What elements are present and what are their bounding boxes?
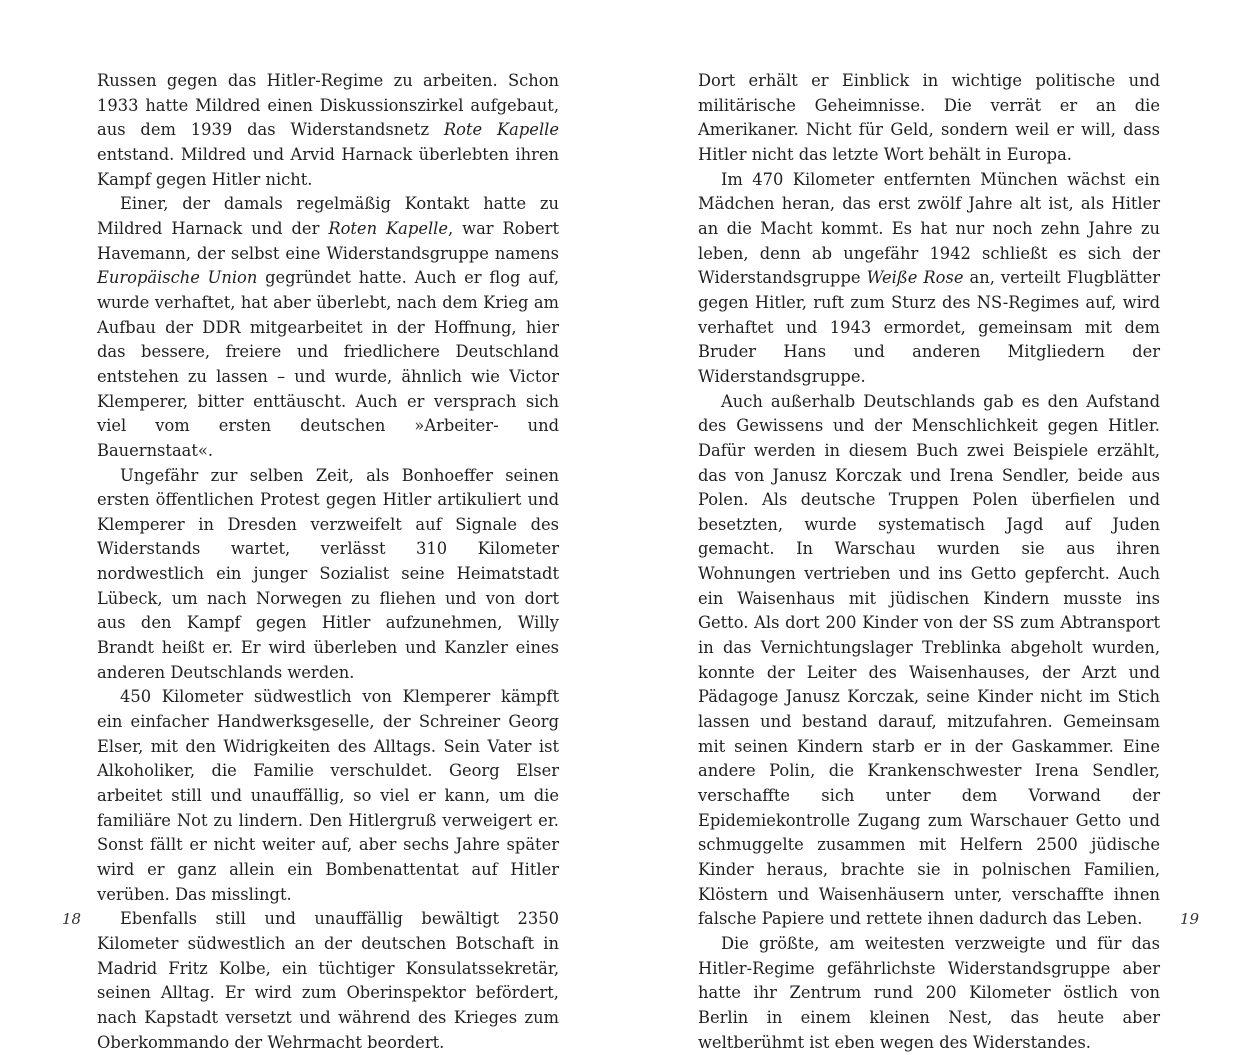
text-run: Ungefähr zur selben Zeit, als Bonhoeffer seinen ersten öffentlichen Protest gegen Hitler artikuliert und Klemperer in Dresden verzweifelt auf Signale des Widerstands wartet, verlässt 310 Kilometer nordwestlich ein junger Sozialist seine Heimatstadt Lübeck, um nach Norwegen zu fliehen und von dort aus den Kampf gegen Hitler aufzunehmen, Willy Brandt heißt er. Er wird überleben und Kanzler eines anderen Deutschlands werden. bbox=[97, 465, 559, 682]
right-paragraph-4 bbox=[698, 932, 1160, 1055]
left-paragraph-1 bbox=[97, 69, 559, 192]
text-run: Einer, der damals regelmäßig Kontakt hatte zu Mildred Harnack und der bbox=[97, 194, 559, 238]
text-run-italic: Rote Kapelle bbox=[443, 120, 559, 140]
text-run: 450 Kilometer südwestlich von Klemperer kämpft ein einfacher Handwerksgeselle, der Schreiner Georg Elser, mit den Widrigkeiten des Alltags. Sein Vater ist Alkoholiker, die Familie verschuldet. Georg Elser arbeitet still und unauffällig, so viel er kann, um die familiäre Not zu lindern. Den Hitlergruß verweigert er. Sonst fällt er nicht weiter auf, aber sechs Jahre später wird er ganz allein ein Bombenattentat auf Hitler verüben. Das misslingt. bbox=[97, 687, 559, 904]
text-run-italic: Weiße Rose bbox=[866, 268, 964, 288]
text-run: Dort erhält er Einblick in wichtige politische und militärische Geheimnisse. Die verrät er an die Amerikaner. Nicht für Geld, sondern weil er will, dass Hitler nicht das letzte Wort behält in Europa. bbox=[698, 71, 1160, 164]
text-run: Russen gegen das Hitler-Regime zu arbeiten. Schon 1933 hatte Mildred einen Diskussionszirkel aufgebaut, aus dem 1939 das Widerstandsnetz bbox=[97, 71, 559, 140]
text-run: Die größte, am weitesten verzweigte und für das Hitler-Regime gefährlichste Widerstandsgruppe aber hatte ihr Zentrum rund 200 Kilometer östlich von Berlin in einem kleinen Nest, das heute aber weltberühmt ist eben wegen des Widerstandes. bbox=[698, 933, 1160, 1052]
text-run: , war Robert Havemann, der selbst eine Widerstandsgruppe namens bbox=[97, 218, 559, 263]
text-run: gegründet hatte. Auch er flog auf, wurde verhaftet, hat aber überlebt, nach dem Krieg am Aufbau der DDR mitgearbeitet in der Hoffnung, hier das bessere, freiere und friedlichere Deutschland entstehen zu lassen – und wurde, ähnlich wie Victor Klemperer, bitter enttäuscht. Auch er versprach sich viel vom ersten deutschen »Arbeiter- und Bauernstaat«. bbox=[97, 268, 560, 460]
left-paragraph-2 bbox=[97, 192, 559, 463]
right-paragraph-3 bbox=[698, 390, 1160, 932]
left-paragraph-5 bbox=[97, 907, 559, 1055]
text-run: Im 470 Kilometer entfernten München wächst ein Mädchen heran, das erst zwölf Jahre alt ist, als Hitler an die Macht kommt. Es hat nur noch zehn Jahre zu leben, denn ab ungefähr 1942 schließt es sich der Widerstandsgruppe bbox=[698, 169, 1160, 288]
text-run-italic: Europäische Union bbox=[97, 268, 258, 288]
left-paragraph-3 bbox=[97, 464, 559, 686]
text-run: an, verteilt Flugblätter gegen Hitler, ruft zum Sturz des NS-Regimes auf, wird verhaftet und 1943 ermordet, gemeinsam mit dem Bruder Hans und anderen Mitgliedern der Widerstandsgruppe. bbox=[698, 268, 1160, 386]
text-run-italic: Roten Kapelle bbox=[328, 218, 448, 238]
right-paragraph-1 bbox=[698, 69, 1160, 168]
text-run: entstand. Mildred und Arvid Harnack überlebten ihren Kampf gegen Hitler nicht. bbox=[97, 144, 559, 189]
right-page-number: 19 bbox=[1180, 910, 1200, 928]
text-run: Ebenfalls still und unauffällig bewältigt 2350 Kilometer südwestlich an der deutschen Botschaft in Madrid Fritz Kolbe, ein tüchtiger Konsulatssekretär, seinen Alltag. Er wird zum Oberinspektor befördert, nach Kapstadt versetzt und während des Krieges zum Oberkommando der Wehrmacht beordert. bbox=[97, 909, 559, 1052]
text-run: Auch außerhalb Deutschlands gab es den Aufstand des Gewissens und der Menschlichkeit gegen Hitler. Dafür werden in diesem Buch zwei Beispiele erzählt, das von Janusz Korczak und Irena Sendler, beide aus Polen. Als deutsche Truppen Polen überfielen und besetzten, wurde systematisch Jagd auf Juden gemacht. In Warschau wurden sie aus ihren Wohnungen vertrieben und ins Getto gepfercht. Auch ein Waisenhaus mit jüdischen Kindern musste ins Getto. Als dort 200 Kinder von der SS zum Abtransport in das Vernichtungslager Treblinka abgeholt wurden, konnte der Leiter des Waisenhauses, der Arzt und Pädagoge Janusz Korczak, seine Kinder nicht im Stich lassen und bestand darauf, mitzufahren. Gemeinsam mit seinen Kindern starb er in der Gaskammer. Eine andere Polin, die Krankenschwester Irena Sendler, verschaffte sich unter dem Vorwand der Epidemiekontrolle Zugang zum Warschauer Getto und schmuggelte zusammen mit Helfern 2500 jüdische Kinder heraus, brachte sie in polnischen Familien, Klöstern und Waisenhäusern unter, verschaffte ihnen falsche Papiere und rettete ihnen dadurch das Leben. bbox=[698, 391, 1160, 929]
left-paragraph-4 bbox=[97, 685, 559, 907]
right-page-body bbox=[698, 69, 1160, 1055]
left-page-body bbox=[97, 69, 559, 1055]
right-paragraph-2 bbox=[698, 168, 1160, 390]
left-page-number: 18 bbox=[62, 910, 82, 928]
